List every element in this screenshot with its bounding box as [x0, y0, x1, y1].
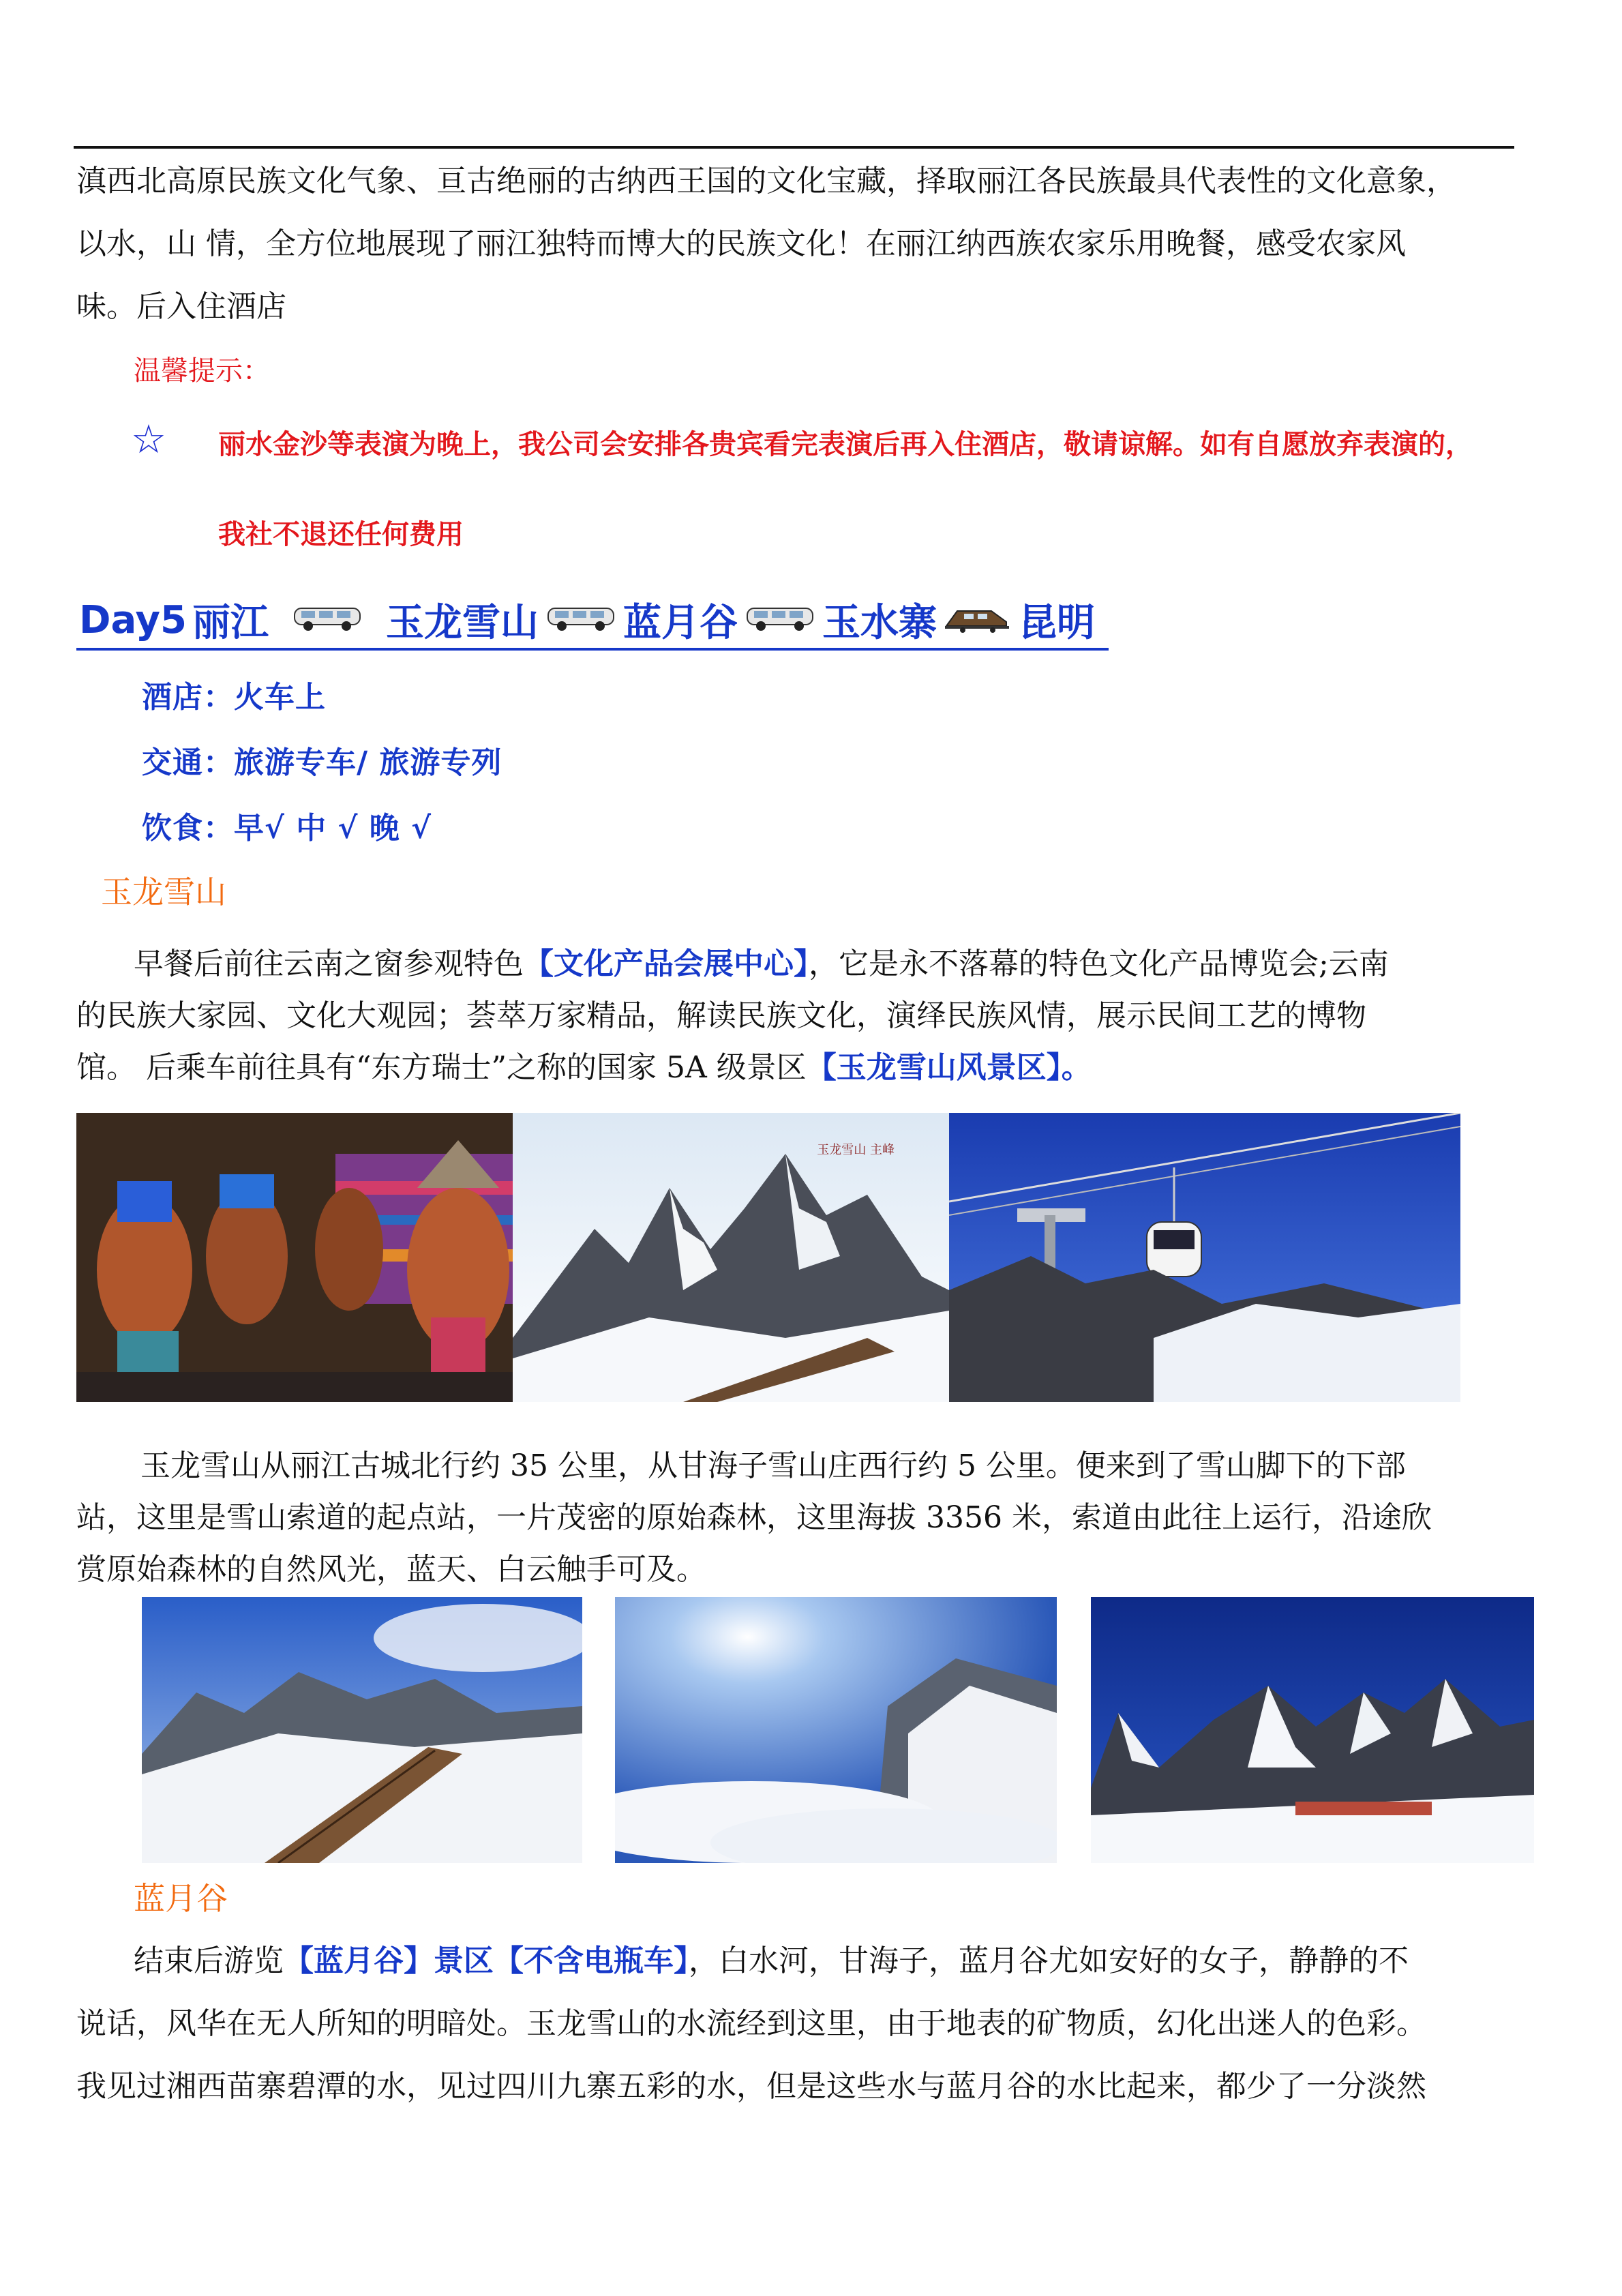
- stop-1: 丽江: [192, 601, 269, 645]
- intro-line-2: 以水，山 情，全方位地展现了丽江独特而博大的民族文化！在丽江纳西族农家乐用晚餐，感受农家风: [76, 226, 1406, 261]
- section-title-blue-moon-valley: 蓝月谷: [134, 1880, 228, 1917]
- car-icon: [545, 598, 616, 642]
- intro-line-1: 滇西北高原民族文化气象、亘古绝丽的古纳西王国的文化宝藏，择取丽江各民族最具代表性的文化意象，: [76, 164, 1456, 198]
- s1-p2-line-1: 玉龙雪山从丽江古城北行约 35 公里，从甘海子雪山庄西行约 5 公里。便来到了雪山脚下的下部: [140, 1448, 1406, 1483]
- s1-p2-line-3: 赏原始森林的自然风光，蓝天、白云触手可及。: [76, 1552, 706, 1587]
- s1-p1-line-1: [134, 937, 1389, 992]
- s2-highlight-a: 【蓝月谷】: [284, 1943, 434, 1978]
- star-icon: ☆: [131, 416, 166, 462]
- info-hotel: 酒店：火车上: [142, 680, 326, 715]
- stop-5: 昆明: [1019, 601, 1096, 645]
- s1-p2-line-2: 站，这里是雪山索道的起点站，一片茂密的原始森林，这里海拔 3356 米，索道由此往上运行，沿途欣: [76, 1500, 1432, 1535]
- s2-text-c: ，白水河，甘海子，蓝月谷尤如安好的女子，静静的不: [689, 1943, 1409, 1978]
- s1-p1-line-3: [76, 1041, 1092, 1095]
- photo-naxi-masks: [76, 1113, 513, 1402]
- s2-line-1: [134, 1934, 1409, 1988]
- photo-snow-peaks: [1091, 1597, 1534, 1863]
- s2-highlight-b: 【不含电瓶车】: [494, 1943, 689, 1978]
- s2-text-b: 景区: [434, 1943, 494, 1978]
- s2-line-3: 我见过湘西苗寨碧潭的水，见过四川九寨五彩的水，但是这些水与蓝月谷的水比起来，都少了一分淡然: [76, 2069, 1426, 2104]
- photo-sun-clouds: [615, 1597, 1057, 1863]
- s1-p1-text-b: ，它是永不落幕的特色文化产品博览会;云南: [809, 946, 1389, 981]
- day-label: Day5: [79, 597, 187, 642]
- photo-cable-car: [949, 1113, 1460, 1402]
- section-title-yulong: 玉龙雪山: [101, 874, 226, 910]
- day-title: [76, 592, 1109, 651]
- s1-p1-highlight-b: 【玉龙雪山风景区】。: [806, 1050, 1092, 1085]
- intro-line-3: 味。后入住酒店: [76, 289, 286, 324]
- s2-line-2: 说话，风华在无人所知的明暗处。玉龙雪山的水流经到这里，由于地表的矿物质，幻化出迷人的色彩。: [76, 2006, 1426, 2041]
- stop-3: 蓝月谷: [623, 601, 738, 645]
- stop-2: 玉龙雪山: [386, 601, 539, 645]
- s1-p1-highlight-a: 【文化产品会展中心】: [524, 946, 809, 981]
- s1-p1-line-2: 的民族大家园、文化大观园；荟萃万家精品，解读民族文化，演绎民族风情，展示民间工艺的博物: [76, 998, 1366, 1033]
- header-rule: [74, 146, 1514, 149]
- photo-caption: 玉龙雪山 主峰: [817, 1143, 895, 1157]
- tip-line-1: 丽水金沙等表演为晚上，我公司会安排各贵宾看完表演后再入住酒店，敬请谅解。如有自愿放弃表演的，: [218, 429, 1473, 460]
- s1-p1-text-c: 馆。 后乘车前往具有“东方瑞士”之称的国家 5A 级景区: [76, 1050, 807, 1085]
- info-transport: 交通：旅游专车/ 旅游专列: [142, 745, 502, 780]
- photo-yulong-peak: [513, 1113, 949, 1402]
- tip-line-2: 我社不退还任何费用: [218, 519, 464, 550]
- train-icon: [944, 598, 1012, 642]
- info-meals: 饮食：早√ 中 √ 晚 √: [142, 811, 432, 846]
- tip-heading: 温馨提示：: [134, 355, 270, 387]
- s1-p1-text-a: 早餐后前往云南之窗参观特色: [134, 946, 524, 981]
- car-icon: [745, 598, 815, 642]
- s2-text-a: 结束后游览: [134, 1943, 284, 1978]
- stop-4: 玉水寨: [822, 601, 937, 645]
- car-icon: [292, 598, 363, 642]
- photo-snow-stairs: [142, 1597, 582, 1863]
